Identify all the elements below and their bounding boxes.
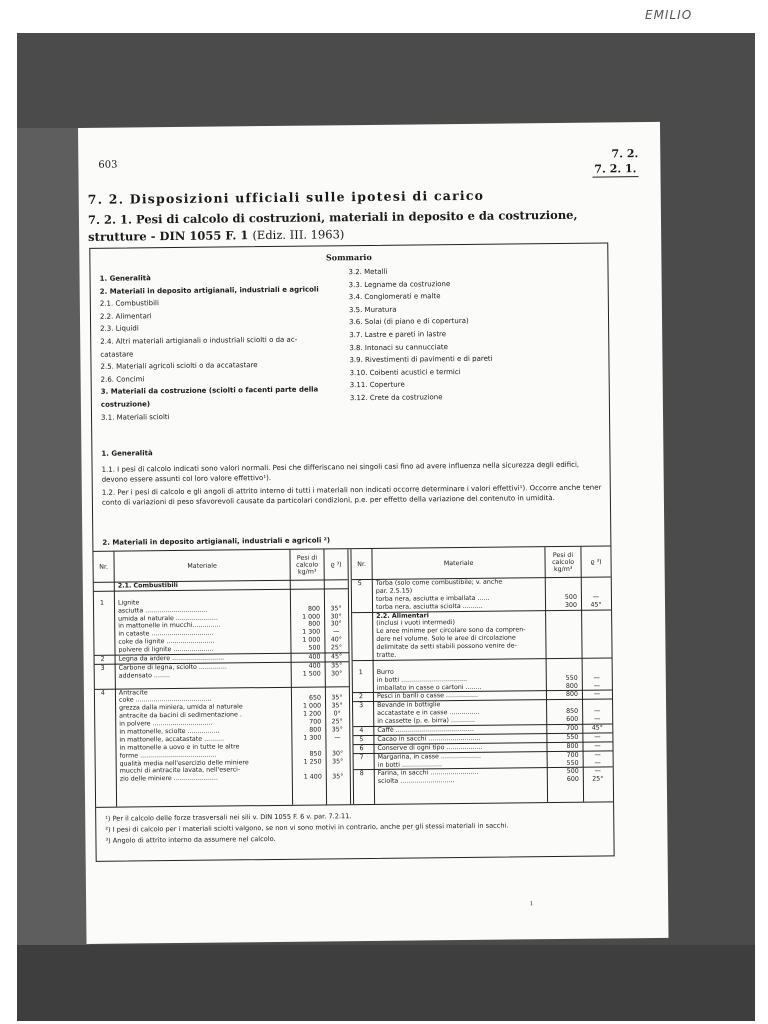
cell-materiale: par. 2.5.15) (375, 587, 413, 595)
handwritten-note: EMILIO (645, 8, 693, 22)
sommario-right-column (348, 264, 599, 405)
cell-angolo: 25° (331, 718, 343, 726)
cell-angolo: 35° (330, 604, 342, 613)
sommario-item: 2.2. Alimentari (99, 312, 152, 321)
cell-angolo: 35° (332, 773, 344, 781)
cell-materiale: polvere di lignite .................... (118, 645, 214, 654)
cell-nr: 1 (99, 599, 105, 607)
cell-peso: 550 (565, 674, 578, 682)
table-row (96, 774, 350, 785)
cell-materiale: Farina, in sacchi ........................ (377, 769, 479, 778)
cell-peso: 400 (308, 662, 321, 670)
cell-peso: 650 (308, 694, 322, 703)
cell-materiale: Margarina, in casse .................... (377, 752, 481, 761)
sommario-item: 3.10. Coibenti acustici e termici (349, 367, 461, 377)
sommario-item: 2.4. Altri materiali artigianali o industriali sciolti o da ac- (100, 335, 298, 346)
subsection-title: 7. 2. 1. Pesi di calcolo di costruzioni, materiali in deposito e da costruzione, strutture - DIN 1055 F. 1 (87, 207, 578, 244)
cell-nr: 3 (359, 702, 364, 710)
scan-speck: ı (530, 898, 533, 908)
cell-materiale: coke da lignite ........................ (118, 637, 215, 646)
cell-peso: 1 000 (302, 613, 321, 621)
cell-materiale: in mattonelle in mucchi.............. (118, 621, 221, 631)
cell-angolo: — (592, 593, 600, 601)
materials-title: 2. Materiali in deposito artigianali, industriali e agricoli ²) (102, 536, 331, 547)
content-box (89, 242, 614, 861)
cell-materiale: Conserve di ogni tipo .................. (377, 743, 483, 752)
cell-nr: 7 (359, 753, 364, 761)
header-materiale: Materiale (113, 550, 289, 582)
cell-materiale: Carbone di legna, sciolto .............. (118, 663, 227, 672)
cell-peso: 850 (309, 750, 322, 758)
cell-materiale: qualità media nell'esercizio delle miniere (119, 758, 249, 768)
cell-materiale: umida al naturale ..................... (118, 614, 218, 623)
header-materiale: Materiale (371, 547, 544, 579)
section-number-bottom: 7. 2. 1. (592, 161, 638, 177)
header-pesi: Pesi di calcolo kg/m³ (544, 547, 580, 577)
cell-materiale: 2.2. Alimentari (376, 611, 429, 620)
cell-materiale: in mattonelle, accatastate .......... (119, 735, 225, 744)
cell-materiale: asciutta ............................... (118, 606, 208, 615)
cell-peso: 1 000 (302, 636, 321, 644)
cell-materiale: (inclusi i vuoti intermedi) (376, 619, 455, 628)
table-rows-left (94, 580, 350, 784)
table-left-half (93, 549, 350, 807)
materials-table (93, 545, 613, 807)
cell-angolo: 45° (330, 653, 343, 661)
sommario-title: Sommario (325, 251, 372, 263)
cell-nr: 3 (100, 664, 105, 672)
cell-materiale: torba nera, asciutta sciolta .......... (375, 602, 483, 611)
sommario-item: 3.8. Intonaci su cannucciate (349, 342, 448, 352)
sommario-item: 3.4. Conglomerati e malte (348, 292, 441, 302)
cell-angolo: 25° (592, 775, 604, 784)
cell-materiale: Caffè ....................................... (377, 725, 474, 734)
cell-peso: 800 (307, 605, 321, 613)
header-nr: Nr. (99, 563, 108, 571)
generalita-title: 1. Generalità (101, 449, 153, 458)
sommario-item: 2.6. Concimi (100, 375, 145, 384)
cell-angolo: — (593, 682, 601, 690)
generalita-paragraph-1: 1.1. I pesi di calcolo indicati sono valori normali. Pesi che differiscano nei singoli casi fino ad avere influenza nella sicurezza degli edifici, devono essere assunti col loro valore effettivo¹). (101, 460, 580, 484)
table-right-half (351, 546, 613, 804)
cell-materiale (118, 590, 288, 592)
cell-materiale: Lignite (117, 599, 140, 607)
cell-angolo: 45° (590, 601, 602, 609)
cell-peso: 1 000 (303, 702, 322, 711)
section-number-top: 7. 2. (611, 147, 639, 161)
cell-peso: 800 (309, 726, 322, 734)
cell-nr: 5 (359, 735, 364, 744)
sommario-left-column (100, 270, 347, 424)
footnotes (105, 808, 610, 846)
cell-materiale: in mattonelle, sciolte ................ (119, 727, 220, 736)
section-heading: 7. 2. Disposizioni ufficiali sulle ipotesi di carico (87, 187, 485, 207)
sommario-item: 3.1. Materiali sciolti (100, 412, 170, 422)
cell-materiale (377, 659, 545, 661)
cell-peso: 1 200 (303, 710, 322, 718)
header-pesi: Pesi di calcolo kg/m³ (289, 549, 323, 579)
cell-angolo: 35° (331, 694, 343, 702)
cell-materiale: zio delle miniere ...................... (119, 774, 218, 783)
sommario-item: 3.12. Crete da costruzione (349, 393, 443, 403)
cell-materiale: Cacao in sacchi .......................... (377, 734, 481, 743)
cell-materiale: Bevande in bottiglie (377, 701, 441, 710)
cell-peso: 700 (566, 724, 579, 732)
cell-angolo: — (594, 751, 601, 759)
cell-peso: 600 (566, 776, 579, 784)
section-number (592, 146, 638, 177)
cell-peso: 850 (566, 708, 579, 716)
cell-materiale: dere nel volume. Solo le aree di circolazione (376, 634, 516, 644)
cell-materiale: in polvere .............................. (119, 719, 213, 728)
cell-materiale: in mattonelle a uovo e in tutte le altre (119, 743, 240, 752)
cell-materiale: antracite da bacini di sedimentazione . (119, 711, 242, 720)
cell-angolo: 30° (331, 670, 343, 678)
cell-materiale: Pesci in barili o casse ................ (376, 692, 479, 701)
sommario-item: 3. Materiali da costruzione (sciolti o facenti parte della (100, 385, 319, 397)
cell-peso: 800 (308, 620, 321, 629)
table-row (354, 776, 613, 787)
cell-materiale: imballato in casse o cartoni ........ (376, 683, 482, 692)
cell-angolo: 35° (331, 726, 343, 734)
cell-materiale: addensato ........ (118, 671, 170, 680)
cell-nr: 2 (100, 655, 105, 663)
footnote-2: ²) I pesi di calcolo per i materiali sciolti valgono, se non vi sono motivi in contrario, anche per gli stessi materiali in sacchi. (105, 821, 509, 834)
cell-angolo: — (593, 674, 600, 682)
cell-angolo: 35° (331, 662, 343, 670)
scanner-bottom-band (17, 945, 755, 1021)
sommario-item: 3.11. Coperture (349, 380, 405, 390)
cell-angolo: 25° (330, 644, 343, 652)
cell-nr: 1 (358, 668, 363, 676)
cell-materiale: tratte. (376, 651, 397, 659)
cell-angolo: 30° (330, 620, 342, 628)
cell-peso: 1 300 (303, 734, 322, 742)
cell-peso: 550 (566, 733, 579, 741)
cell-materiale: coke ...................................... (118, 696, 212, 705)
cell-angolo: — (594, 742, 601, 750)
document-page (78, 122, 669, 944)
subsection-edition: (Ediz. III. 1963) (252, 227, 345, 243)
header-phi: ϱ ³) (323, 549, 347, 579)
cell-peso: 550 (566, 759, 579, 767)
table-rows-right (352, 577, 613, 786)
cell-angolo: — (334, 734, 341, 742)
cell-peso: 1 250 (303, 758, 322, 766)
cell-peso: 800 (566, 742, 579, 750)
sommario-item: 3.3. Legname da costruzione (348, 279, 451, 289)
cell-materiale: Legna da ardere .......................... (118, 654, 225, 663)
cell-peso: 700 (566, 751, 579, 759)
cell-materiale: in cassette (p. e. birra) ............ (377, 717, 476, 726)
cell-angolo: 30° (330, 612, 342, 620)
cell-peso: 1 500 (302, 670, 321, 678)
cell-angolo: — (594, 768, 601, 776)
cell-peso: 500 (308, 644, 321, 652)
sommario-item: catastare (100, 349, 134, 359)
cell-materiale: accatastate e in casse ............... (377, 709, 480, 718)
subsection-heading (88, 206, 608, 245)
sommario-item: 1. Generalità (99, 274, 151, 283)
cell-peso: 1 300 (302, 628, 321, 637)
sommario-item: 2.5. Materiali agricoli sciolti o da accatastare (100, 361, 258, 371)
cell-materiale: in botti .................... (377, 760, 443, 769)
cell-angolo: 30° (331, 749, 344, 758)
cell-angolo: 45° (591, 724, 603, 732)
cell-materiale: torba nera, asciutta e imballata ...... (375, 594, 490, 603)
cell-peso: 800 (565, 691, 578, 699)
footnote-1: ¹) Per il calcolo delle forze trasversali nei sili v. DIN 1055 F. 6 v. par. 7.2.11. (105, 812, 352, 823)
cell-nr: 8 (359, 770, 364, 778)
generalita-section (101, 444, 602, 511)
cell-materiale: sciolta ........................... (377, 777, 455, 786)
sommario-item: 2.3. Liquidi (100, 324, 139, 334)
cell-angolo: 35° (332, 757, 344, 765)
cell-angolo: 35° (331, 702, 343, 710)
cell-materiale: forme ...................................... (119, 751, 217, 760)
table-header-right (351, 546, 610, 580)
sommario-item: 2. Materiali in deposito artigianali, industriali e agricoli (99, 285, 319, 296)
cell-peso: 500 (566, 768, 579, 776)
cell-materiale: Le aree minime per circolare sono da compren- (376, 626, 526, 636)
cell-angolo: — (593, 691, 601, 699)
cell-materiale: in botti ................................. (376, 675, 468, 684)
sommario-item: 3.7. Lastre e pareti in lastre (349, 330, 447, 340)
cell-angolo: — (333, 628, 340, 636)
cell-angolo: — (594, 733, 601, 741)
sommario-item: 3.5. Muratura (348, 305, 397, 314)
header-phi: ϱ ³) (580, 546, 610, 576)
sommario-item: costruzione) (100, 400, 151, 409)
cell-nr: 5 (357, 580, 362, 588)
sommario-item: 3.6. Solai (di piano e di copertura) (349, 317, 469, 327)
footnote-3: ³) Angolo di attrito interno da assumere nel calcolo. (105, 834, 276, 845)
cell-materiale: mucchi di antracite lavata, nell'eserci- (119, 766, 241, 776)
cell-peso: 1 400 (303, 773, 322, 782)
cell-nr: 2 (358, 693, 364, 701)
cell-materiale: Burro (376, 668, 394, 676)
cell-angolo: — (593, 707, 601, 715)
table-header-left (93, 549, 347, 583)
cell-peso: 500 (564, 593, 577, 601)
cell-angolo: — (594, 715, 601, 723)
generalita-paragraph-2: 1.2. Per i pesi di calcolo e gli angoli di attrito interno di tutti i materiali non indicati occorre determinare i valori effettivi¹). Occorre anche tener conto di variazioni di peso sfavorevoli causate da particolari condizioni, p.e. per effetto della variazione del contenuto in umidità. (101, 483, 602, 507)
cell-peso: 800 (565, 682, 578, 690)
cell-materiale: Torba (solo come combustibile; v. anche (375, 578, 503, 587)
cell-materiale: delimitate da setti stabili possono venire de- (376, 642, 517, 652)
sommario-item: 3.2. Metalli (348, 267, 388, 277)
cell-peso: 300 (564, 601, 578, 609)
cell-materiale: Antracite (118, 688, 148, 697)
sommario-item: 3.9. Rivestimenti di pavimenti e di pareti (349, 354, 493, 365)
cell-peso: 400 (308, 653, 321, 661)
cell-nr: 4 (100, 689, 105, 697)
cell-materiale: 2.1. Combustibili (117, 581, 178, 590)
cell-peso: 600 (566, 715, 579, 724)
cell-angolo: — (594, 759, 601, 767)
cell-nr: 4 (359, 727, 364, 735)
sommario-item: 2.1. Combustibili (99, 299, 159, 308)
page-number: 603 (98, 159, 118, 171)
cell-angolo: 40° (330, 636, 342, 644)
cell-nr: 6 (359, 744, 364, 752)
cell-materiale: grezza dalla miniera, umida al naturale (119, 703, 243, 712)
scanner-edge-strip (17, 128, 89, 948)
cell-materiale: in cataste ............................... (118, 629, 214, 638)
cell-peso: 700 (309, 718, 322, 726)
header-nr: Nr. (357, 560, 366, 568)
cell-angolo: 0° (333, 710, 341, 718)
